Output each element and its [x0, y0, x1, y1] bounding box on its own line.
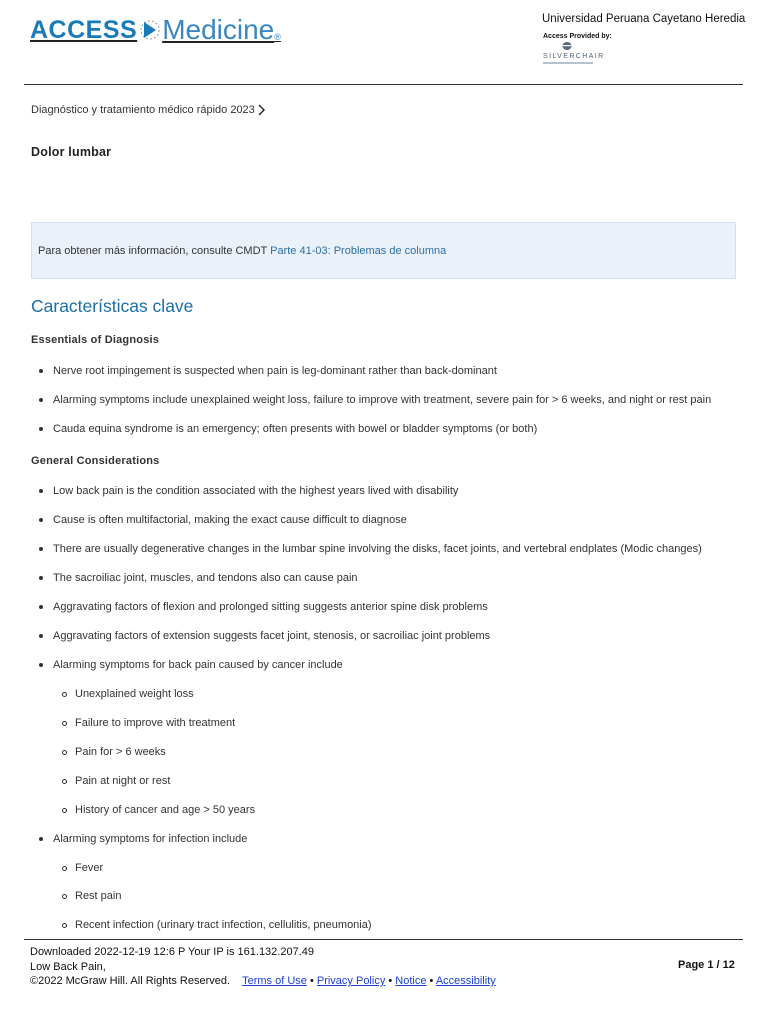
list-item: There are usually degenerative changes in the lumbar spine involving the disks, facet joints, and vertebral endplates (Modic changes) — [53, 543, 702, 555]
privacy-policy-link[interactable]: Privacy Policy — [316, 975, 386, 987]
info-box — [31, 222, 736, 279]
sub-list-item: Pain at night or rest — [75, 775, 171, 787]
chevron-right-icon — [257, 104, 265, 116]
institution-name: Universidad Peruana Cayetano Heredia — [542, 13, 746, 25]
footer-links-row: ©2022 McGraw Hill. All Rights Reserved. Terms of Use • Privacy Policy • Notice • Accessibility — [30, 975, 496, 987]
sub-list-item: Fever — [75, 862, 104, 874]
list-item: The sacroiliac joint, muscles, and tendons also can cause pain — [53, 572, 358, 584]
general-considerations-heading: General Considerations — [31, 455, 160, 467]
accessmedicine-logo[interactable] — [30, 12, 281, 48]
chapter-title: Dolor lumbar — [31, 145, 112, 159]
footer-divider — [24, 939, 743, 940]
provider-name: SILVERCHAIR — [543, 53, 605, 60]
provider-tagline-bar — [543, 62, 593, 64]
cmdt-link[interactable]: Parte 41-03: Problemas de columna — [270, 245, 447, 257]
logo-access-text: ACCESS — [30, 15, 138, 44]
list-item: Aggravating factors of extension suggests facet joint, stenosis, or sacroiliac joint problems — [53, 630, 491, 642]
access-provided-label: Access Provided by: — [543, 33, 612, 40]
accessibility-link[interactable]: Accessibility — [435, 975, 496, 987]
breadcrumb-label: Diagnóstico y tratamiento médico rápido 2023 — [31, 104, 255, 116]
info-text-label: Para obtener más información, consulte CMDT — [38, 245, 271, 257]
info-text — [38, 245, 446, 257]
sub-list-item: Unexplained weight loss — [75, 688, 194, 700]
section-title: Características clave — [31, 296, 194, 316]
sub-list-item: Rest pain — [75, 890, 122, 902]
list-item: Alarming symptoms include unexplained weight loss, failure to improve with treatment, severe pain for > 6 weeks, and night or rest pain — [53, 394, 712, 406]
document-title: Low Back Pain, — [30, 960, 106, 973]
page-header — [0, 0, 768, 84]
copyright-text: ©2022 McGraw Hill. All Rights Reserved. — [30, 975, 231, 987]
sub-list-item: Failure to improve with treatment — [75, 717, 236, 729]
page-footer — [30, 945, 496, 989]
breadcrumb[interactable] — [31, 104, 265, 116]
list-item: Cauda equina syndrome is an emergency; often presents with bowel or bladder symptoms (or both) — [53, 423, 538, 435]
logo-medicine-text: Medicine — [162, 14, 275, 45]
header-divider — [24, 84, 743, 85]
list-item: Low back pain is the condition associated with the highest years lived with disability — [53, 485, 459, 497]
list-item: Alarming symptoms for back pain caused by cancer include — [53, 659, 343, 671]
silverchair-icon — [561, 41, 573, 51]
list-item: Nerve root impingement is suspected when pain is leg-dominant rather than back-dominant — [53, 365, 497, 377]
download-info: Downloaded 2022-12-19 12:6 P Your IP is 161.132.207.49 — [30, 946, 314, 958]
essentials-heading: Essentials of Diagnosis — [31, 334, 160, 346]
sub-list-item: History of cancer and age > 50 years — [75, 804, 256, 816]
logo-caduceus-icon — [139, 12, 161, 48]
sub-list-item: Recent infection (urinary tract infection, cellulitis, pneumonia) — [75, 919, 372, 931]
logo-registered-mark: ® — [274, 32, 281, 42]
sub-list-item: Pain for > 6 weeks — [75, 746, 166, 758]
list-item: Aggravating factors of flexion and prolonged sitting suggests anterior spine disk problems — [53, 601, 488, 613]
page-number: Page 1 / 12 — [678, 959, 735, 971]
notice-link[interactable]: Notice — [395, 975, 427, 987]
terms-of-use-link[interactable]: Terms of Use — [242, 975, 307, 987]
list-item: Alarming symptoms for infection include — [53, 833, 248, 845]
list-item: Cause is often multifactorial, making the exact cause difficult to diagnose — [53, 514, 407, 526]
